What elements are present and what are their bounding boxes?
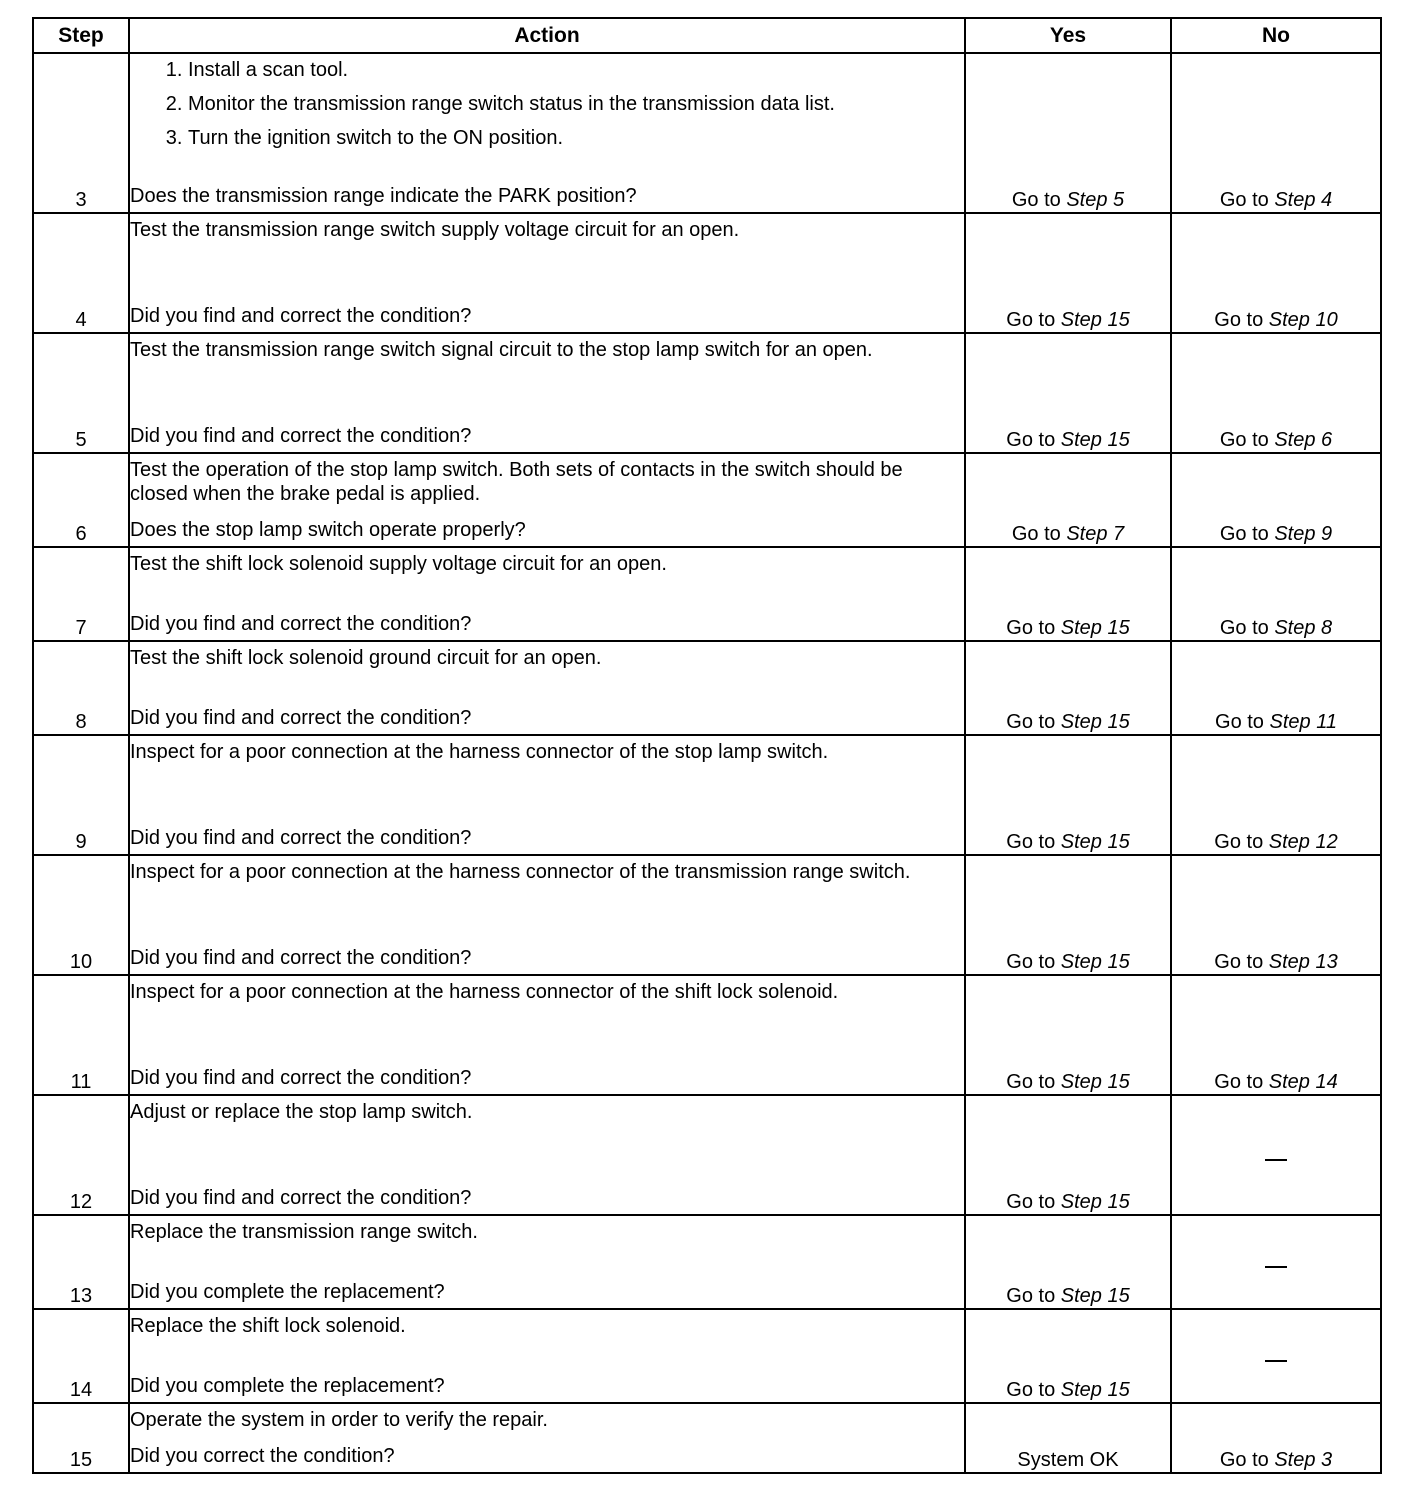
header-row bbox=[33, 18, 1381, 53]
action-instructions bbox=[130, 736, 964, 764]
goto-prefix: Go to bbox=[1006, 1285, 1056, 1307]
action-content bbox=[130, 736, 964, 854]
goto-prefix: Go to bbox=[1006, 1191, 1056, 1213]
goto-prefix: Go to bbox=[1006, 711, 1056, 733]
action-content bbox=[130, 454, 964, 546]
action-content bbox=[130, 1310, 964, 1402]
goto-prefix: Go to bbox=[1219, 1449, 1269, 1471]
no-outcome bbox=[1171, 333, 1381, 453]
yes-outcome bbox=[965, 1095, 1171, 1215]
no-outcome bbox=[1171, 547, 1381, 641]
action-content bbox=[130, 642, 964, 734]
action-content bbox=[130, 334, 964, 452]
step-number: 3 bbox=[33, 53, 129, 213]
diagnostic-table bbox=[32, 17, 1382, 1474]
step-ref-link: Step 15 bbox=[1060, 309, 1130, 331]
goto-prefix: Go to bbox=[1011, 189, 1061, 211]
table-row bbox=[33, 975, 1381, 1095]
action-instruction: Test the shift lock solenoid supply voltage circuit for an open. bbox=[130, 553, 667, 575]
action-step-item: 1. Install a scan tool. bbox=[188, 58, 964, 82]
action-instruction: Inspect for a poor connection at the harness connector of the shift lock solenoid. bbox=[130, 981, 839, 1003]
action-instruction: Operate the system in order to verify the repair. bbox=[130, 1409, 548, 1431]
goto-prefix: Go to bbox=[1006, 309, 1056, 331]
dash-mark bbox=[1265, 1159, 1287, 1161]
step-number: 9 bbox=[33, 735, 129, 855]
dash-mark bbox=[1265, 1360, 1287, 1362]
goto-prefix: Go to bbox=[1011, 523, 1061, 545]
action-instructions bbox=[130, 548, 964, 576]
no-outcome bbox=[1171, 1215, 1381, 1309]
action-cell bbox=[129, 641, 965, 735]
action-cell bbox=[129, 1309, 965, 1403]
action-cell bbox=[129, 547, 965, 641]
yes-outcome bbox=[965, 641, 1171, 735]
table-row bbox=[33, 1095, 1381, 1215]
yes-outcome bbox=[965, 735, 1171, 855]
action-instructions bbox=[130, 856, 964, 884]
action-content bbox=[130, 214, 964, 332]
dash-mark bbox=[1265, 1266, 1287, 1268]
goto-prefix: Go to bbox=[1219, 189, 1269, 211]
table-row bbox=[33, 735, 1381, 855]
step-ref-link: Step 15 bbox=[1060, 711, 1130, 733]
no-outcome bbox=[1171, 735, 1381, 855]
step-number: 10 bbox=[33, 855, 129, 975]
table-row bbox=[33, 1215, 1381, 1309]
action-instructions bbox=[130, 454, 964, 506]
yes-outcome bbox=[965, 333, 1171, 453]
action-cell bbox=[129, 213, 965, 333]
step-ref-link: Step 15 bbox=[1060, 617, 1130, 639]
action-question: Did you complete the replacement? bbox=[130, 1281, 445, 1303]
goto-prefix: Go to bbox=[1219, 523, 1269, 545]
action-question: Did you find and correct the condition? bbox=[130, 1187, 472, 1209]
action-instruction: Replace the shift lock solenoid. bbox=[130, 1315, 406, 1337]
yes-outcome bbox=[965, 1215, 1171, 1309]
header-action: Action bbox=[129, 18, 965, 53]
action-step-item: 3. Turn the ignition switch to the ON position. bbox=[188, 126, 964, 150]
goto-prefix: Go to bbox=[1006, 831, 1056, 853]
goto-prefix: Go to bbox=[1006, 617, 1056, 639]
action-instructions bbox=[130, 1310, 964, 1338]
action-instruction: Replace the transmission range switch. bbox=[130, 1221, 478, 1243]
step-ref-link: Step 12 bbox=[1268, 831, 1338, 853]
action-cell bbox=[129, 53, 965, 213]
action-instructions bbox=[130, 642, 964, 670]
header-no: No bbox=[1171, 18, 1381, 53]
goto-prefix: Go to bbox=[1006, 1071, 1056, 1093]
goto-prefix: Go to bbox=[1219, 617, 1269, 639]
table-row bbox=[33, 453, 1381, 547]
action-question: Did you find and correct the condition? bbox=[130, 613, 472, 635]
yes-outcome bbox=[965, 53, 1171, 213]
goto-prefix: Go to bbox=[1214, 951, 1264, 973]
action-instruction: Adjust or replace the stop lamp switch. bbox=[130, 1101, 473, 1123]
action-instructions bbox=[130, 976, 964, 1004]
step-ref-link: Step 15 bbox=[1060, 951, 1130, 973]
action-question: Did you find and correct the condition? bbox=[130, 707, 472, 729]
goto-prefix: Go to bbox=[1214, 1071, 1264, 1093]
action-steps-list bbox=[130, 58, 964, 150]
step-ref-link: Step 7 bbox=[1066, 523, 1125, 545]
step-ref-link: Step 13 bbox=[1268, 951, 1338, 973]
action-instructions bbox=[130, 1404, 964, 1432]
step-ref-link: Step 15 bbox=[1060, 429, 1130, 451]
header-step: Step bbox=[33, 18, 129, 53]
action-content bbox=[130, 976, 964, 1094]
table-row bbox=[33, 1403, 1381, 1473]
step-ref-link: Step 15 bbox=[1060, 1191, 1130, 1213]
step-number: 11 bbox=[33, 975, 129, 1095]
step-number: 12 bbox=[33, 1095, 129, 1215]
yes-outcome bbox=[965, 975, 1171, 1095]
action-cell bbox=[129, 453, 965, 547]
action-question: Did you correct the condition? bbox=[130, 1445, 395, 1467]
no-outcome bbox=[1171, 53, 1381, 213]
table-row bbox=[33, 333, 1381, 453]
no-outcome bbox=[1171, 975, 1381, 1095]
action-content bbox=[130, 1404, 964, 1472]
action-instructions bbox=[130, 334, 964, 362]
table-row bbox=[33, 641, 1381, 735]
action-instruction: Test the transmission range switch signal circuit to the stop lamp switch for an open. bbox=[130, 339, 873, 361]
action-question: Did you find and correct the condition? bbox=[130, 1067, 472, 1089]
action-instructions bbox=[130, 1096, 964, 1124]
action-instruction: Inspect for a poor connection at the harness connector of the transmission range switch. bbox=[130, 861, 911, 883]
action-cell bbox=[129, 333, 965, 453]
action-cell bbox=[129, 1215, 965, 1309]
step-number: 14 bbox=[33, 1309, 129, 1403]
action-instruction: Inspect for a poor connection at the harness connector of the stop lamp switch. bbox=[130, 741, 829, 763]
action-cell bbox=[129, 975, 965, 1095]
step-number: 6 bbox=[33, 453, 129, 547]
action-step-item: 2. Monitor the transmission range switch status in the transmission data list. bbox=[188, 92, 964, 116]
step-ref-link: Step 14 bbox=[1268, 1071, 1338, 1093]
step-ref-link: Step 10 bbox=[1268, 309, 1338, 331]
goto-prefix: Go to bbox=[1006, 429, 1056, 451]
action-question: Does the stop lamp switch operate properly? bbox=[130, 519, 526, 541]
step-ref-link: Step 15 bbox=[1060, 1285, 1130, 1307]
table-row bbox=[33, 213, 1381, 333]
goto-prefix: Go to bbox=[1215, 711, 1264, 733]
no-outcome bbox=[1171, 1309, 1381, 1403]
action-instructions bbox=[130, 214, 964, 242]
action-instructions bbox=[130, 54, 964, 160]
action-instruction: Test the operation of the stop lamp switch. Both sets of contacts in the switch should be closed when the brake pedal is applied. bbox=[130, 459, 903, 505]
step-number: 7 bbox=[33, 547, 129, 641]
yes-outcome bbox=[965, 213, 1171, 333]
goto-prefix: Go to bbox=[1214, 831, 1264, 853]
action-question: Does the transmission range indicate the PARK position? bbox=[130, 185, 637, 207]
step-number: 5 bbox=[33, 333, 129, 453]
action-content bbox=[130, 1096, 964, 1214]
action-instructions bbox=[130, 1216, 964, 1244]
action-content bbox=[130, 548, 964, 640]
step-number: 4 bbox=[33, 213, 129, 333]
step-ref-link: Step 15 bbox=[1060, 1379, 1130, 1401]
table-row bbox=[33, 53, 1381, 213]
action-question: Did you find and correct the condition? bbox=[130, 827, 472, 849]
yes-outcome bbox=[965, 855, 1171, 975]
outcome-text: System OK bbox=[1017, 1449, 1119, 1471]
action-cell bbox=[129, 1095, 965, 1215]
table-row bbox=[33, 547, 1381, 641]
goto-prefix: Go to bbox=[1214, 309, 1264, 331]
action-content bbox=[130, 856, 964, 974]
goto-prefix: Go to bbox=[1006, 1379, 1056, 1401]
yes-outcome bbox=[965, 453, 1171, 547]
no-outcome bbox=[1171, 1403, 1381, 1473]
action-question: Did you find and correct the condition? bbox=[130, 425, 472, 447]
step-ref-link: Step 5 bbox=[1066, 189, 1125, 211]
action-question: Did you find and correct the condition? bbox=[130, 947, 472, 969]
action-instruction: Test the transmission range switch supply voltage circuit for an open. bbox=[130, 219, 740, 241]
step-ref-link: Step 8 bbox=[1274, 617, 1333, 639]
step-number: 13 bbox=[33, 1215, 129, 1309]
yes-outcome bbox=[965, 1403, 1171, 1473]
action-instruction: Test the shift lock solenoid ground circuit for an open. bbox=[130, 647, 602, 669]
goto-prefix: Go to bbox=[1006, 951, 1056, 973]
step-number: 15 bbox=[33, 1403, 129, 1473]
no-outcome bbox=[1171, 641, 1381, 735]
step-ref-link: Step 6 bbox=[1274, 429, 1333, 451]
action-cell bbox=[129, 1403, 965, 1473]
no-outcome bbox=[1171, 213, 1381, 333]
action-question: Did you find and correct the condition? bbox=[130, 305, 472, 327]
action-question: Did you complete the replacement? bbox=[130, 1375, 445, 1397]
yes-outcome bbox=[965, 1309, 1171, 1403]
step-ref-link: Step 15 bbox=[1060, 1071, 1130, 1093]
no-outcome bbox=[1171, 453, 1381, 547]
table-body bbox=[33, 53, 1381, 1473]
action-content bbox=[130, 1216, 964, 1308]
no-outcome bbox=[1171, 855, 1381, 975]
step-ref-link: Step 15 bbox=[1060, 831, 1130, 853]
goto-prefix: Go to bbox=[1219, 429, 1269, 451]
step-ref-link: Step 4 bbox=[1274, 189, 1333, 211]
table-row bbox=[33, 855, 1381, 975]
step-ref-link: Step 11 bbox=[1269, 711, 1337, 733]
no-outcome bbox=[1171, 1095, 1381, 1215]
step-ref-link: Step 9 bbox=[1274, 523, 1333, 545]
yes-outcome bbox=[965, 547, 1171, 641]
step-number: 8 bbox=[33, 641, 129, 735]
header-yes: Yes bbox=[965, 18, 1171, 53]
action-content bbox=[130, 54, 964, 212]
table-row bbox=[33, 1309, 1381, 1403]
action-cell bbox=[129, 735, 965, 855]
action-cell bbox=[129, 855, 965, 975]
step-ref-link: Step 3 bbox=[1274, 1449, 1333, 1471]
